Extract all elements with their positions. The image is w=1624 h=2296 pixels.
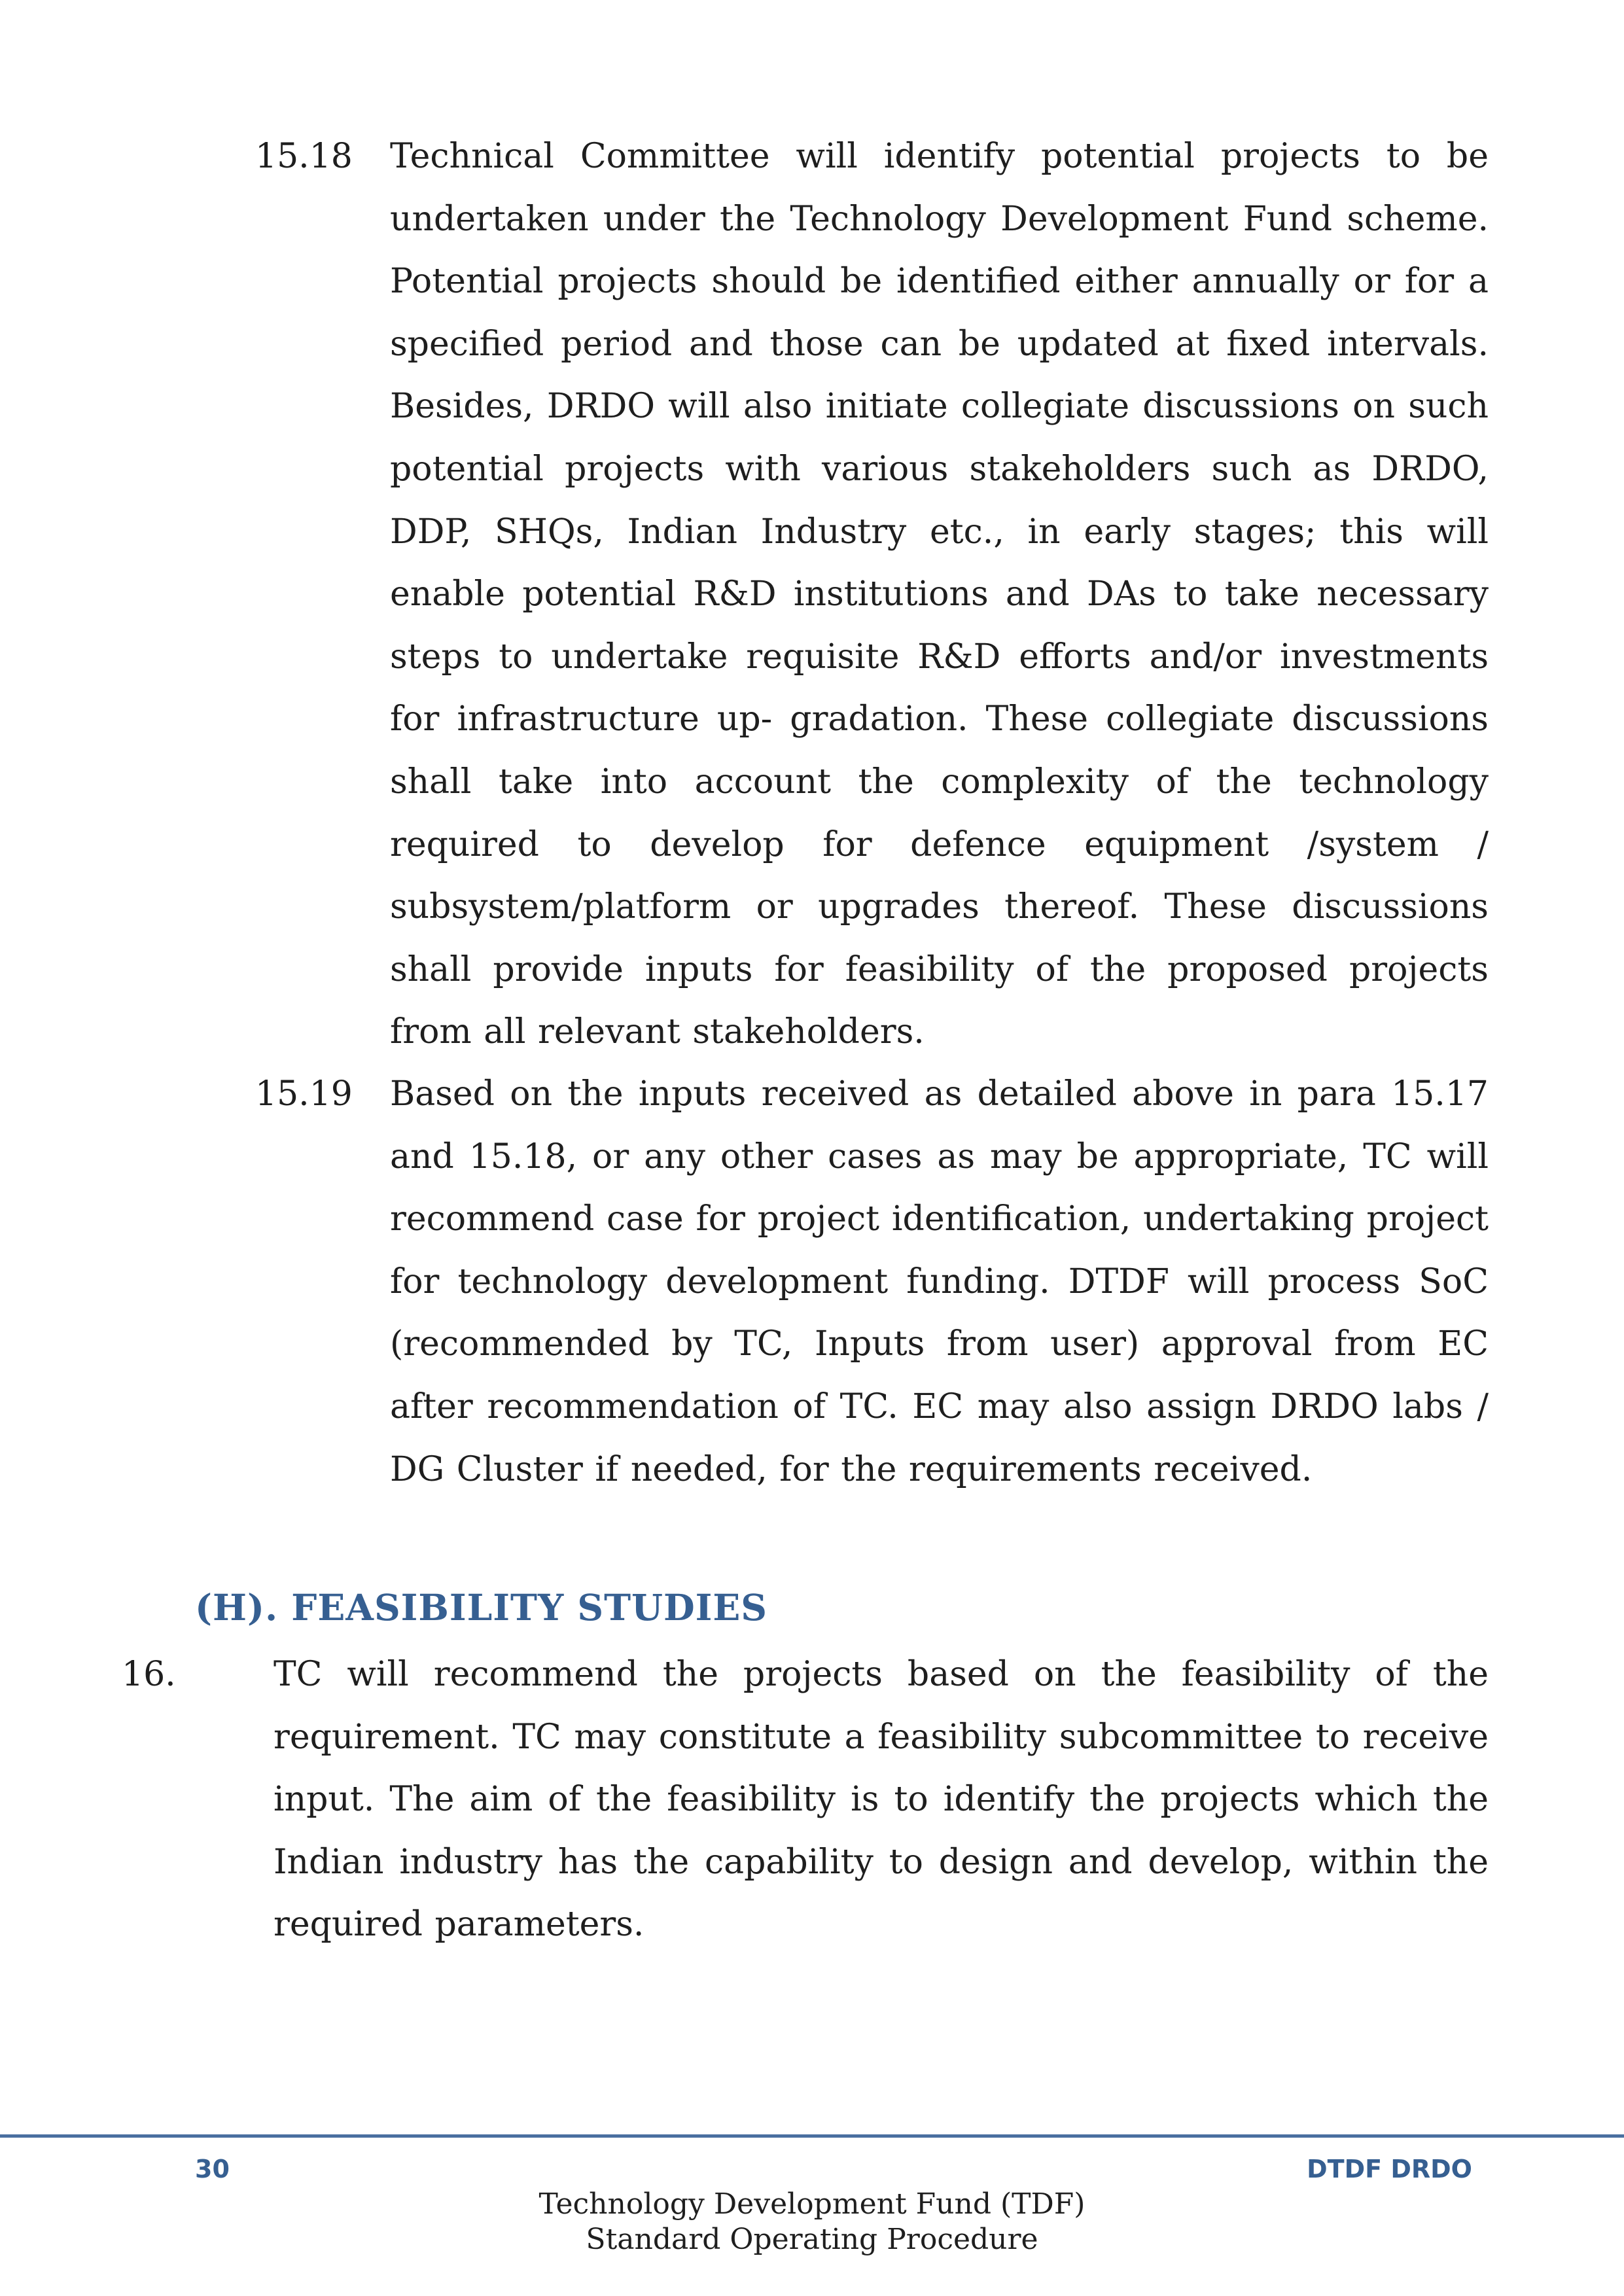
footer-divider bbox=[0, 2134, 1624, 2138]
footer-title bbox=[0, 2187, 1624, 2257]
footer-organization: DTDF DRDO bbox=[1307, 2155, 1472, 2183]
paragraph-15-19 bbox=[255, 1063, 1489, 1501]
paragraph-number: 15.18 bbox=[255, 137, 353, 176]
paragraph-body bbox=[122, 1644, 1489, 1956]
paragraph-15-18 bbox=[255, 126, 1489, 1064]
page-number: 30 bbox=[195, 2155, 230, 2183]
paragraph-number: 15.19 bbox=[255, 1074, 353, 1114]
paragraph-16 bbox=[122, 1644, 1489, 1956]
paragraph-number: 16. bbox=[122, 1655, 176, 1694]
paragraph-text: Technical Committee will identify potential projects to be undertaken under the Technology Development Fund scheme. Potential projects should be identified either annually or for a specified period and those can be updated at fixed intervals. Besides, DRDO will also initiate collegiate discussions on such potential projects with various stakeholders such as DRDO, DDP, SHQs, Indian Industry etc., in early stages; this will enable potential R&D institutions and DAs to take necessary steps to undertake requisite R&D efforts and/or investments for infrastructure up- gradation. These collegiate discussions shall take into account the complexity of the technology required to develop for defence equipment /system / subsystem/platform or upgrades thereof. These discussions shall provide inputs for feasibility of the proposed projects from all relevant stakeholders. bbox=[390, 137, 1489, 1052]
section-heading-feasibility-studies: (H). FEASIBILITY STUDIES bbox=[195, 1586, 768, 1629]
footer-title-line-1: Technology Development Fund (TDF) bbox=[538, 2187, 1086, 2221]
paragraph-text: Based on the inputs received as detailed above in para 15.17 and 15.18, or any other cases as may be appropriate, TC will recommend case for project identification, undertaking project for technology development funding. DTDF will process SoC (recommended by TC, Inputs from user) approval from EC after recommendation of TC. EC may also assign DRDO labs / DG Cluster if needed, for the requirements received. bbox=[390, 1074, 1489, 1489]
paragraph-text: TC will recommend the projects based on the feasibility of the requirement. TC may constitute a feasibility subcommittee to receive input. The aim of the feasibility is to identify the projects which the Indian industry has the capability to design and develop, within the required parameters. bbox=[274, 1655, 1489, 1945]
footer-title-line-2: Standard Operating Procedure bbox=[586, 2223, 1038, 2256]
